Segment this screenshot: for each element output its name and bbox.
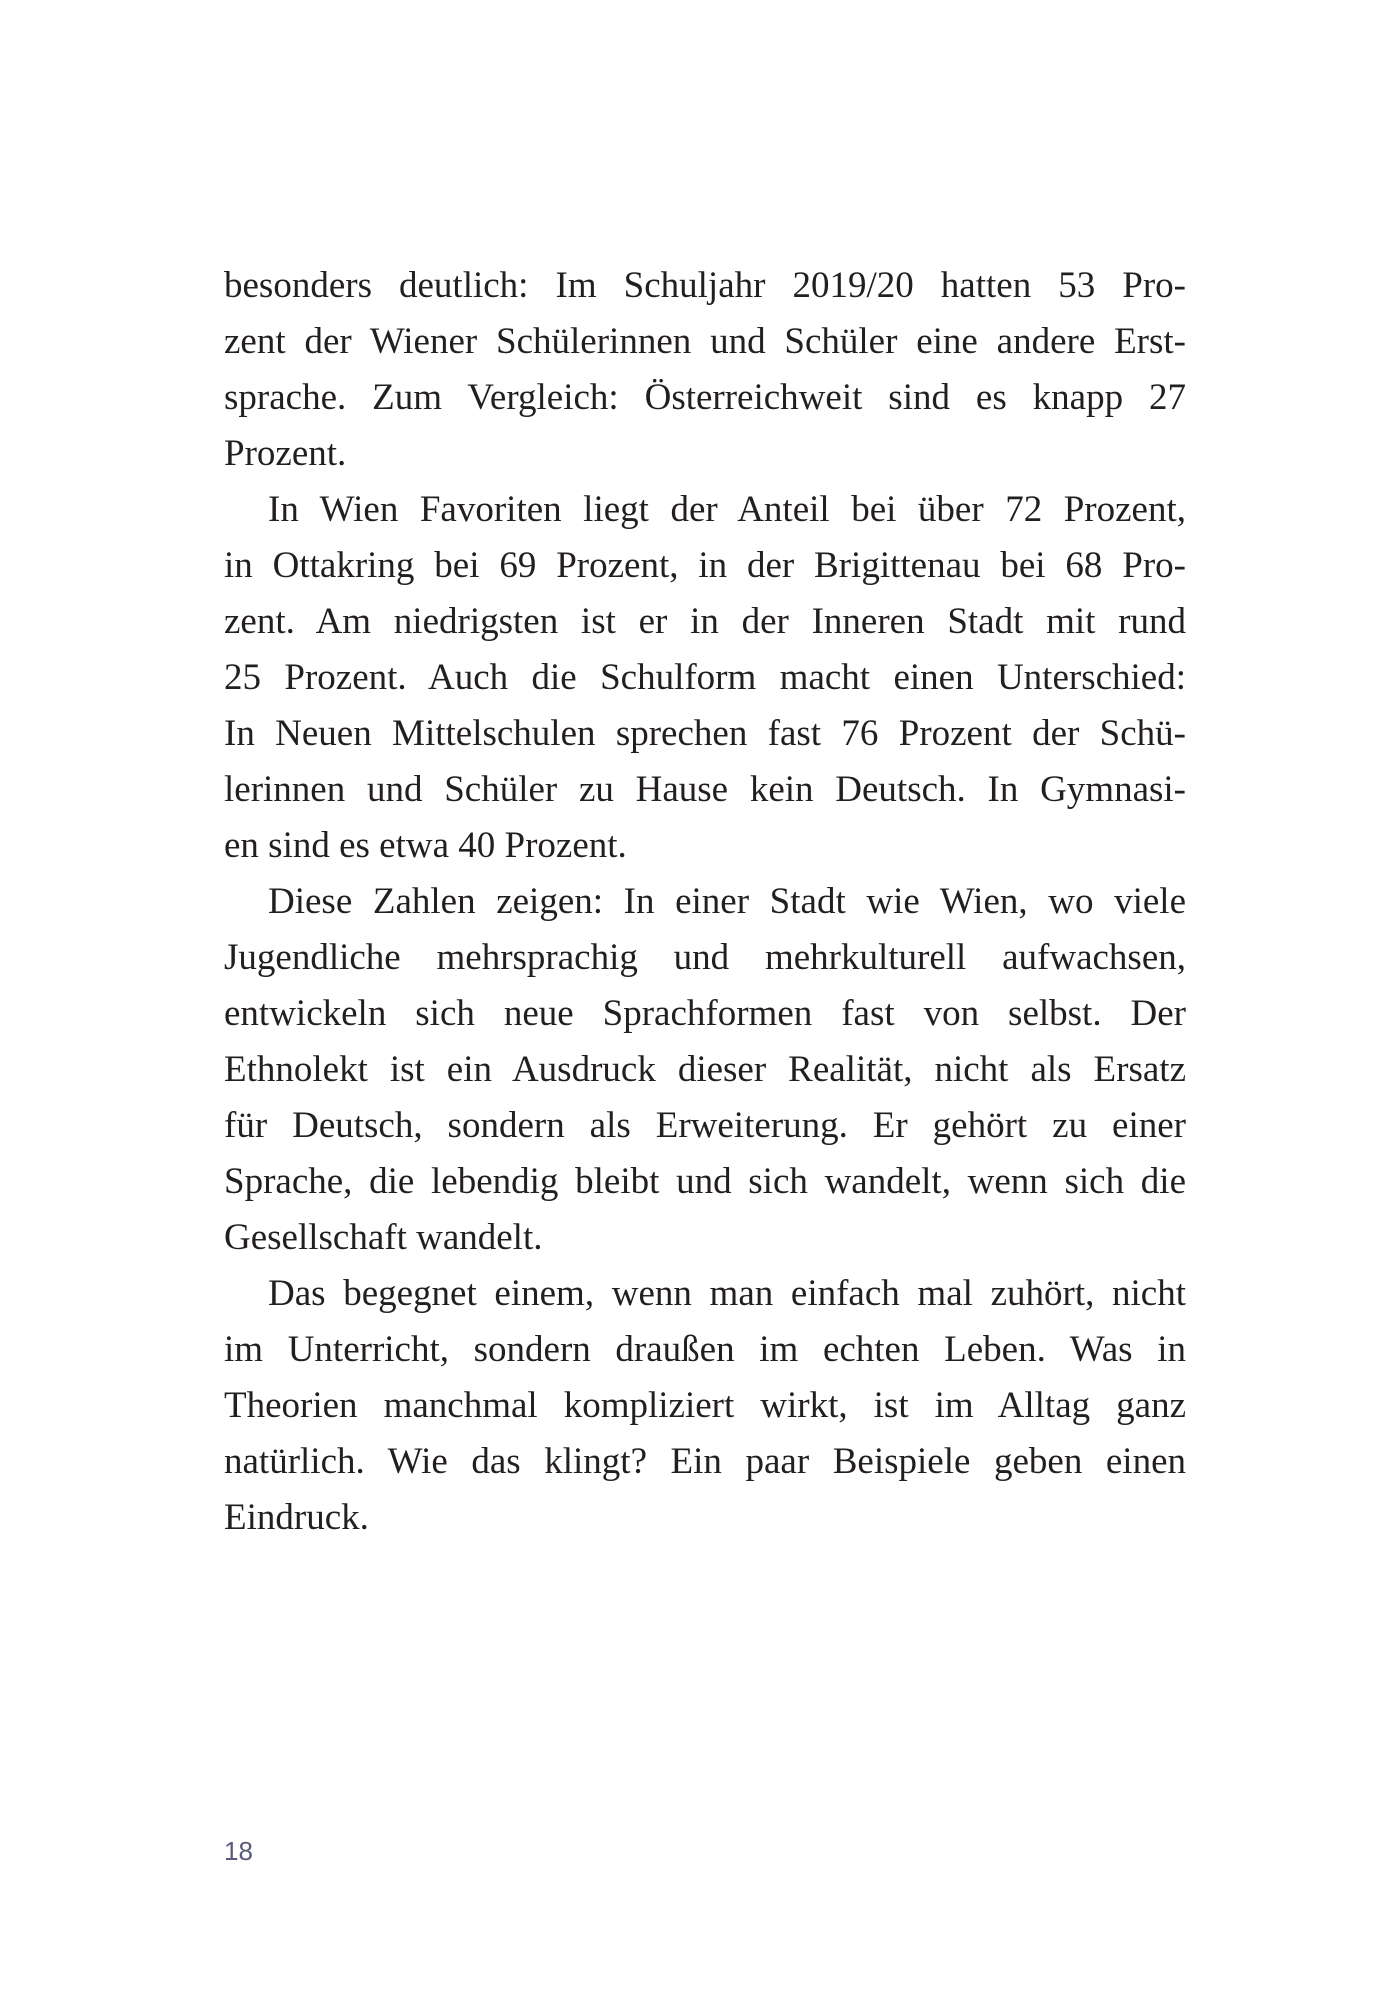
body-text bbox=[224, 258, 1186, 1546]
text-line: lerinnen und Schüler zu Hause kein Deutsch. In Gymnasi- bbox=[224, 769, 1186, 810]
text-line: 25 Prozent. Auch die Schulform macht einen Unterschied: bbox=[224, 657, 1186, 698]
text-line: Das begegnet einem, wenn man einfach mal zuhört, nicht bbox=[268, 1273, 1186, 1314]
text-line: für Deutsch, sondern als Erweiterung. Er gehört zu einer bbox=[224, 1105, 1186, 1146]
paragraph bbox=[224, 258, 1186, 482]
paragraph bbox=[224, 1266, 1186, 1546]
text-line: Ethnolekt ist ein Ausdruck dieser Realität, nicht als Ersatz bbox=[224, 1049, 1186, 1090]
text-line: in Ottakring bei 69 Prozent, in der Brigittenau bei 68 Pro- bbox=[224, 545, 1186, 586]
text-line: sprache. Zum Vergleich: Österreichweit sind es knapp 27 bbox=[224, 377, 1186, 418]
text-line: In Neuen Mittelschulen sprechen fast 76 Prozent der Schü- bbox=[224, 713, 1186, 754]
text-line: besonders deutlich: Im Schuljahr 2019/20 hatten 53 Pro- bbox=[224, 265, 1186, 306]
text-line: In Wien Favoriten liegt der Anteil bei über 72 Prozent, bbox=[268, 489, 1186, 530]
text-line: Sprache, die lebendig bleibt und sich wandelt, wenn sich die bbox=[224, 1161, 1186, 1202]
text-line: Jugendliche mehrsprachig und mehrkulturell aufwachsen, bbox=[224, 937, 1186, 978]
text-line: entwickeln sich neue Sprachformen fast von selbst. Der bbox=[224, 993, 1186, 1034]
text-line: im Unterricht, sondern draußen im echten Leben. Was in bbox=[224, 1329, 1186, 1370]
text-line: Diese Zahlen zeigen: In einer Stadt wie Wien, wo viele bbox=[268, 881, 1186, 922]
text-line: Gesellschaft wandelt. bbox=[224, 1217, 543, 1258]
text-line: zent der Wiener Schülerinnen und Schüler eine andere Erst- bbox=[224, 321, 1186, 362]
text-line: natürlich. Wie das klingt? Ein paar Beispiele geben einen bbox=[224, 1441, 1186, 1482]
text-line: en sind es etwa 40 Prozent. bbox=[224, 825, 627, 866]
text-line: Eindruck. bbox=[224, 1497, 369, 1538]
page-number: 18 bbox=[224, 1836, 253, 1866]
text-line: Prozent. bbox=[224, 433, 347, 474]
paragraph bbox=[224, 482, 1186, 874]
paragraph bbox=[224, 874, 1186, 1266]
text-line: Theorien manchmal kompliziert wirkt, ist im Alltag ganz bbox=[224, 1385, 1186, 1426]
text-line: zent. Am niedrigsten ist er in der Inneren Stadt mit rund bbox=[224, 601, 1186, 642]
